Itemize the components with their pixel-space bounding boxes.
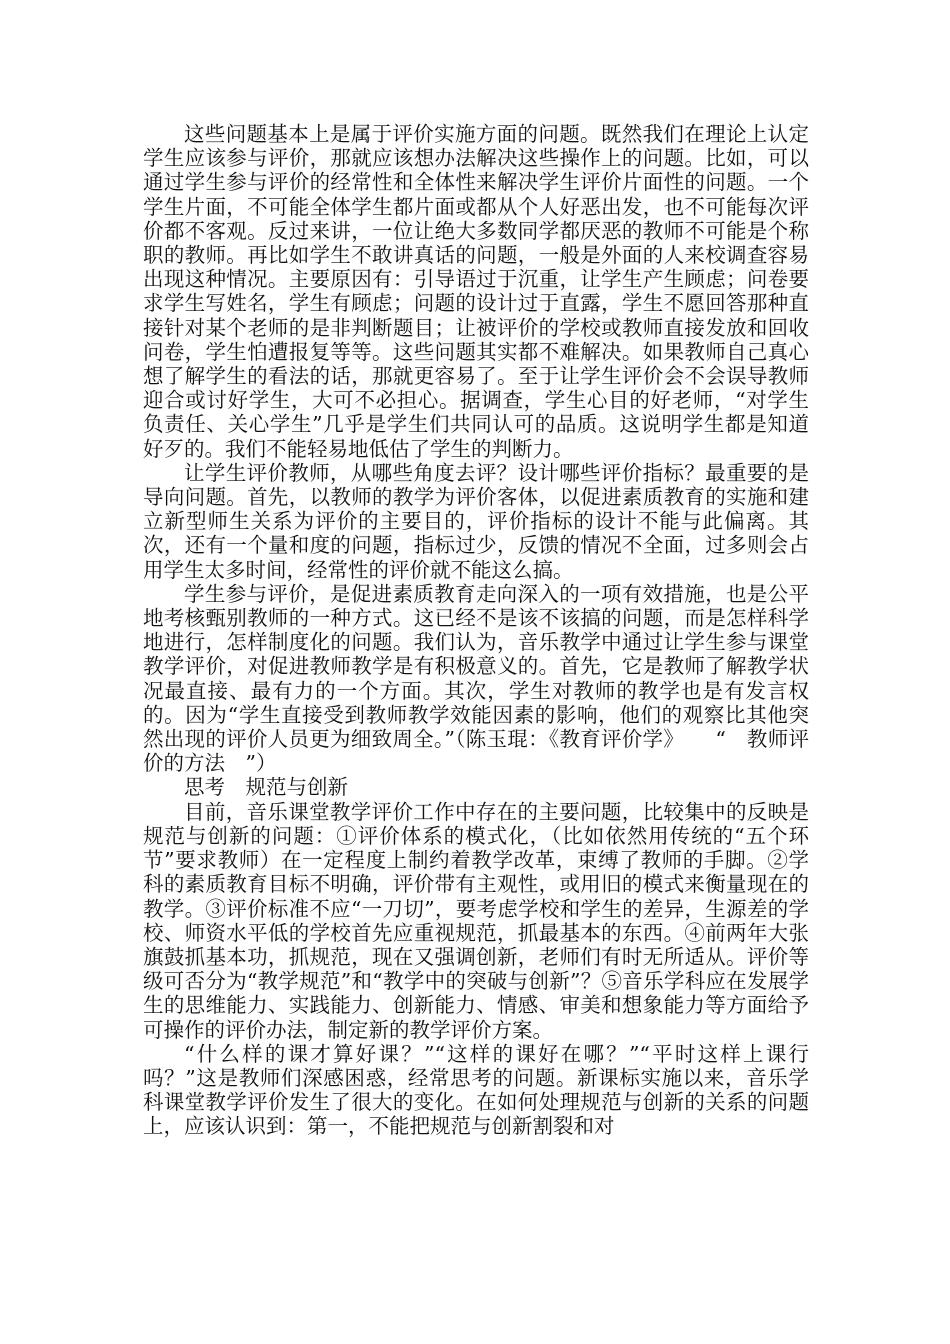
document-body [143,122,809,1139]
paragraph-3: 学生参与评价，是促进素质教育走向深入的一项有效措施，也是公平地考核甄别教师的一种方式。这已经不是该不该搞的问题，而是怎样科学地进行，怎样制度化的问题。我们认为，音乐教学中通过让学生参与课堂教学评价，对促进教师教学是有积极意义的。首先，它是教师了解教学状况最直接、最有力的一个方面。其次，学生对教师的教学也是有发言权的。因为“学生直接受到教师教学效能因素的影响，他们的观察比其他突然出现的评价人员更为细致周全。”（陈玉琨：《教育评价学》 “ 教师评价的方法 ”） [143,581,809,776]
section-heading [143,775,809,799]
paragraph-1: 这些问题基本上是属于评价实施方面的问题。既然我们在理论上认定学生应该参与评价，那就应该想办法解决这些操作上的问题。比如，可以通过学生参与评价的经常性和全体性来解决学生评价片面性的问题。一个学生片面，不可能全体学生都片面或都从个人好恶出发，也不可能每次评价都不客观。反过来讲，一位让绝大多数同学都厌恶的教师不可能是个称职的教师。再比如学生不敢讲真话的问题，一般是外面的人来校调查容易出现这种情况。主要原因有：引导语过于沉重，让学生产生顾虑；问卷要求学生写姓名，学生有顾虑；问题的设计过于直露，学生不愿回答那种直接针对某个老师的是非判断题目；让被评价的学校或教师直接发放和回收问卷，学生怕遭报复等等。这些问题其实都不难解决。如果教师自己真心想了解学生的看法的话，那就更容易了。至于让学生评价会不会误导教师迎合或讨好学生，大可不必担心。据调查，学生心目的好老师，“对学生负责任、关心学生”几乎是学生们共同认可的品质。这说明学生都是知道好歹的。我们不能轻易地低估了学生的判断力。 [143,122,809,461]
paragraph-4: 目前，音乐课堂教学评价工作中存在的主要问题，比较集中的反映是规范与创新的问题：①评价体系的模式化，（比如依然用传统的“五个环节”要求教师）在一定程度上制约着教学改革，束缚了教师的手脚。②学科的素质教育目标不明确，评价带有主观性，或用旧的模式来衡量现在的教学。③评价标准不应“一刀切”，要考虑学校和学生的差异，生源差的学校、师资水平低的学校首先应重视规范，抓最基本的东西。④前两年大张旗鼓抓基本功，抓规范，现在又强调创新，老师们有时无所适从。评价等级可否分为“教学规范”和“教学中的突破与创新”？⑤音乐学科应在发展学生的思维能力、实践能力、创新能力、情感、审美和想象能力等方面给予可操作的评价办法，制定新的教学评价方案。 [143,799,809,1042]
paragraph-2: 让学生评价教师，从哪些角度去评？设计哪些评价指标？最重要的是导向问题。首先，以教师的教学为评价客体，以促进素质教育的实施和建立新型师生关系为评价的主要目的，评价指标的设计不能与此偏离。其次，还有一个量和度的问题，指标过少，反馈的情况不全面，过多则会占用学生太多时间，经常性的评价就不能这么搞。 [143,460,809,582]
section-heading-title: 规范与创新 [245,775,348,800]
paragraph-5: “什么样的课才算好课？”“这样的课好在哪？”“平时这样上课行吗？”这是教师们深感困惑，经常思考的问题。新课标实施以来，音乐学科课堂教学评价发生了很大的变化。在如何处理规范与创新的关系的问题上，应该认识到：第一，不能把规范与创新割裂和对 [143,1041,809,1139]
section-heading-label: 思考 [184,775,225,800]
